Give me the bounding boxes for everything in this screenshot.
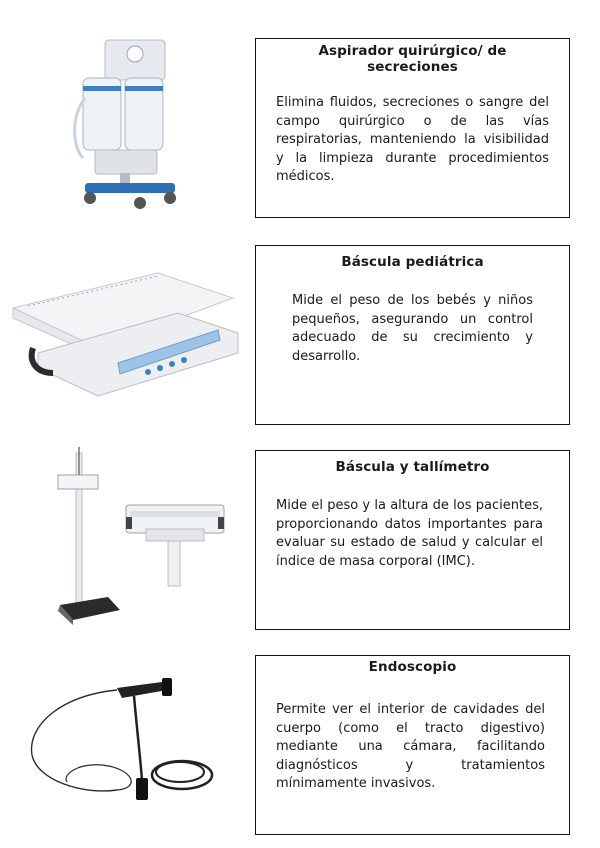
scale-stadiometer-image [48,445,238,635]
item-title: Endoscopio [368,659,457,675]
item-title: Báscula y tallímetro [335,459,490,475]
endoscope-image [22,670,227,810]
item-title: Báscula pediátrica [341,254,484,270]
item-card-endoscopio [255,655,570,835]
item-description: Permite ver el interior de cavidades del cuerpo (como el tracto digestivo) mediante una cámara, facilitando diagnósticos y tratamientos mínimamente invasivos. [276,702,545,791]
pediatric-scale-image [8,268,243,403]
item-title: Aspirador quirúrgico/ de secreciones [318,43,507,75]
item-description: Mide el peso de los bebés y niños pequeños, asegurando un control adecuado de su crecimiento y desarrollo. [292,293,533,364]
item-card-bascula-tallimetro [255,450,570,630]
item-description: Elimina fluidos, secreciones o sangre del campo quirúrgico o de las vías respiratorias, manteniendo la visibilidad y la limpieza durante procedimientos médicos. [276,95,549,184]
item-description: Mide el peso y la altura de los pacientes, proporcionando datos importantes para evaluar su estado de salud y calcular el índice de masa corporal (IMC). [276,498,543,569]
item-card-aspirador [255,38,570,218]
item-card-bascula-pediatrica [255,245,570,425]
suction-aspirator-image [65,38,195,213]
